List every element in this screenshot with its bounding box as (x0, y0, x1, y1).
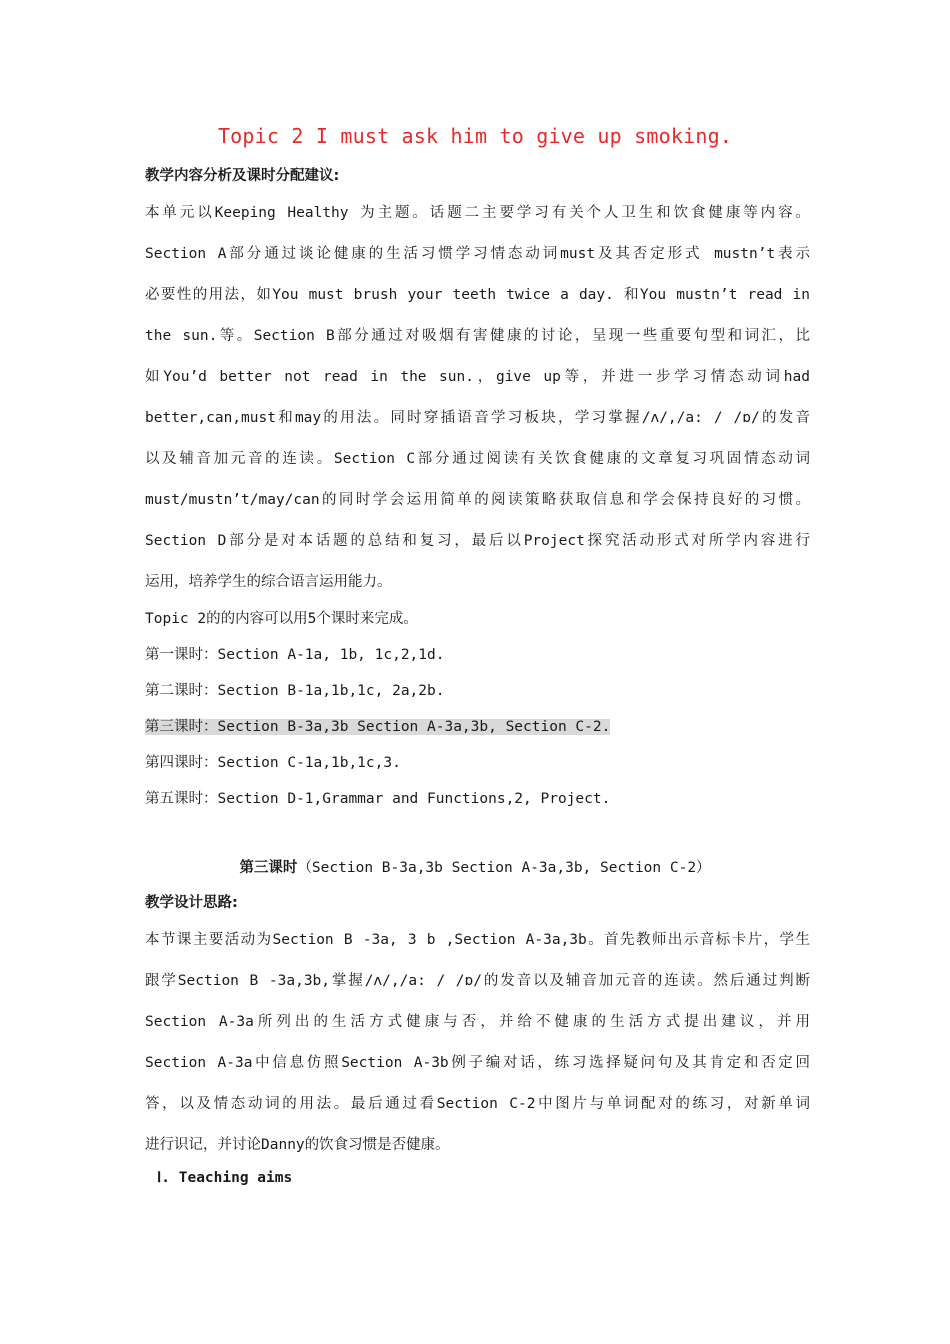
schedule-item: 第二课时：Section B-1a,1b,1c, 2a,2b. (145, 683, 445, 699)
schedule-item: 第一课时：Section A-1a, 1b, 1c,2,1d. (145, 647, 445, 663)
schedule-item: 第四课时：Section C-1a,1b,1c,3. (145, 755, 401, 771)
highlighted-text: 第三课时：Section B-3a,3b Section A-3a,3b, Section C-2. (145, 719, 611, 735)
paragraph-line: 本单元以Keeping Healthy 为主题。话题二主要学习有关个人卫生和饮食健康等内容。 (145, 205, 810, 221)
schedule-item-highlighted (145, 715, 610, 736)
schedule-item: 第五课时：Section D-1,Grammar and Functions,2, Project. (145, 791, 611, 807)
paragraph-line: better,can,must和may的用法。同时穿插语音学习板块，学习掌握/ʌ/,/a: / /ɒ/的发音 (145, 410, 810, 426)
paragraph-line: 本节课主要活动为Section B -3a, 3 b ,Section A-3a,3b。首先教师出示音标卡片，学生 (145, 932, 810, 948)
paragraph-line: Section A部分通过谈论健康的生活习惯学习情态动词must及其否定形式 mustn’t表示 (145, 246, 810, 262)
document-title: Topic 2 I must ask him to give up smoking. (217, 124, 733, 148)
paragraph-line: Section A-3a所列出的生活方式健康与否，并给不健康的生活方式提出建议，并用 (145, 1014, 810, 1030)
paragraph-line: 如You’d better not read in the sun.，give up等，并进一步学习情态动词had (145, 369, 810, 385)
paragraph-line: 运用，培养学生的综合语言运用能力。 (145, 574, 392, 590)
paragraph-line: 进行识记，并讨论Danny的饮食习惯是否健康。 (145, 1137, 450, 1153)
section-heading-design: 教学设计思路: (145, 895, 238, 911)
lesson-heading-label: 第三课时 (239, 860, 298, 876)
schedule-intro: Topic 2的的内容可以用5个课时来完成。 (145, 611, 418, 627)
paragraph-line: Section D部分是对本话题的总结和复习，最后以Project探究活动形式对所学内容进行 (145, 533, 810, 549)
paragraph-line: 以及辅音加元音的连读。Section C部分通过阅读有关饮食健康的文章复习巩固情态动词 (145, 451, 810, 467)
paragraph-line: 跟学Section B -3a,3b,掌握/ʌ/,/a: / /ɒ/的发音以及辅音加元音的连读。然后通过判断 (145, 973, 810, 989)
paragraph-line: must/mustn’t/may/can的同时学会运用简单的阅读策略获取信息和学会保持良好的习惯。 (145, 492, 810, 508)
paragraph-line: 答，以及情态动词的用法。最后通过看Section C-2中图片与单词配对的练习，对新单词 (145, 1096, 810, 1112)
teaching-aims-heading: Ⅰ. Teaching aims (157, 1170, 293, 1186)
lesson-heading-sections: （Section B-3a,3b Section A-3a,3b, Section C-2） (297, 860, 711, 876)
paragraph-line: 必要性的用法，如You must brush your teeth twice a day. 和You mustn’t read in (145, 287, 810, 303)
lesson-heading (0, 856, 950, 877)
paragraph-line: the sun.等。Section B部分通过对吸烟有害健康的讨论，呈现一些重要句型和词汇，比 (145, 328, 810, 344)
section-heading-content-analysis: 教学内容分析及课时分配建议: (145, 168, 340, 184)
paragraph-line: Section A-3a中信息仿照Section A-3b例子编对话，练习选择疑问句及其肯定和否定回 (145, 1055, 810, 1071)
